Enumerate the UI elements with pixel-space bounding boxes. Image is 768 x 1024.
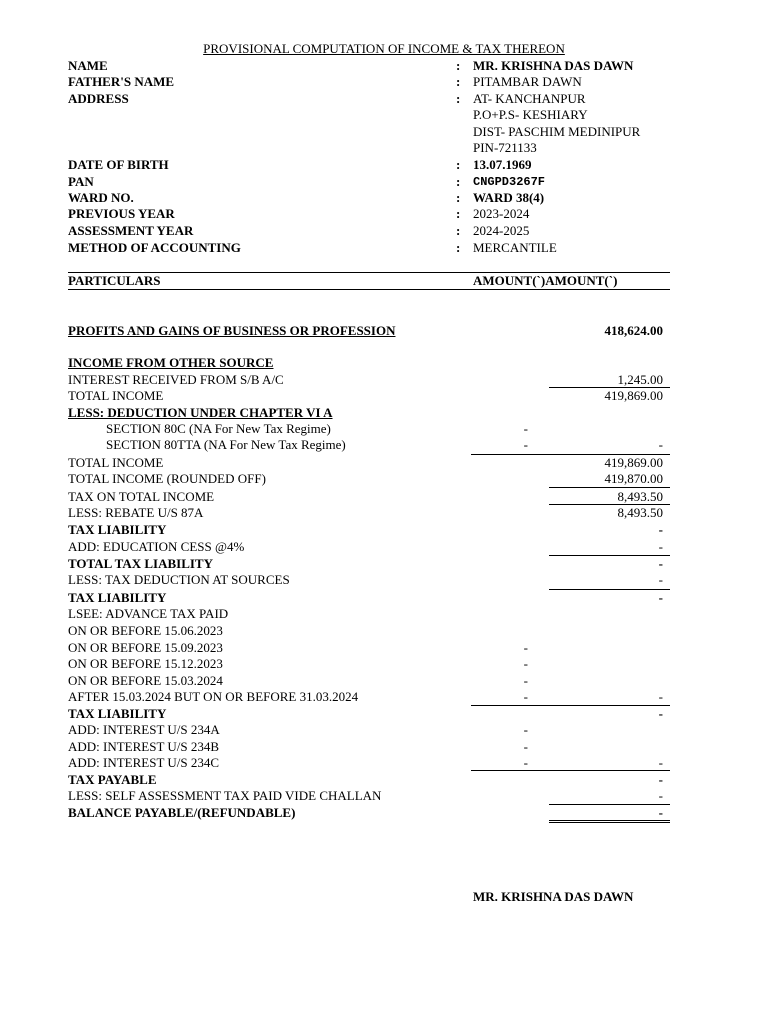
rule-interest [549,387,670,388]
info-separator: : [456,206,461,221]
row-label: LSEE: ADVANCE TAX PAID [68,606,229,621]
info-separator: : [456,91,461,106]
rule-tds [549,589,670,590]
info-separator: : [456,58,461,73]
row-label: TOTAL INCOME [68,455,164,470]
info-label: DATE OF BIRTH [68,157,169,172]
info-value: AT- KANCHANPUR [473,91,586,106]
rule-cess [549,555,670,556]
row-label: ADD: INTEREST U/S 234C [68,755,220,770]
row-label: AFTER 15.03.2024 BUT ON OR BEFORE 31.03.2024 [68,689,359,704]
row-label: LESS: DEDUCTION UNDER CHAPTER VI A [68,405,333,420]
row-label: SECTION 80TTA (NA For New Tax Regime) [106,437,346,452]
amount-col2: 418,624.00 [604,323,663,338]
rule-self-assessment [549,804,670,805]
info-value: 2023-2024 [473,206,530,221]
row-label: ADD: EDUCATION CESS @4% [68,539,245,554]
row-label: INTEREST RECEIVED FROM S/B A/C [68,372,284,387]
rule-balance-double [549,820,670,823]
amount-col2: - [658,805,663,820]
rule-rounded [549,487,670,488]
info-separator: : [456,74,461,89]
rule-interest-234 [471,770,670,771]
row-label: TOTAL INCOME (ROUNDED OFF) [68,471,266,486]
amount-col2: 419,870.00 [604,471,663,486]
amount-col1: - [523,739,528,754]
amount-col1: - [523,421,528,436]
amount-col1: - [523,755,528,770]
info-separator: : [456,223,461,238]
amount-col1: - [523,640,528,655]
info-label: PREVIOUS YEAR [68,206,175,221]
rule-tax [549,504,670,505]
amount-col2: 419,869.00 [604,455,663,470]
amount-col2: - [658,590,663,605]
row-label: PROFITS AND GAINS OF BUSINESS OR PROFESSION [68,323,396,338]
info-value: CNGPD3267F [473,175,546,189]
row-label: LESS: SELF ASSESSMENT TAX PAID VIDE CHALLAN [68,788,382,803]
amount-col2: 419,869.00 [604,388,663,403]
amount-header: AMOUNT(`)AMOUNT(`) [473,273,618,288]
info-label: ASSESSMENT YEAR [68,223,194,238]
info-value: DIST- PASCHIM MEDINIPUR [473,124,641,139]
info-label: ADDRESS [68,91,129,106]
row-label: ON OR BEFORE 15.09.2023 [68,640,223,655]
info-value: WARD 38(4) [473,190,545,205]
row-label: TAX PAYABLE [68,772,157,787]
amount-col2: 1,245.00 [617,372,663,387]
row-label: TAX LIABILITY [68,522,167,537]
amount-col2: - [658,437,663,452]
info-separator: : [456,240,461,255]
info-separator: : [456,174,461,189]
row-label: LESS: TAX DEDUCTION AT SOURCES [68,572,290,587]
info-value: PIN-721133 [473,140,537,155]
amount-col1: - [523,673,528,688]
row-label: INCOME FROM OTHER SOURCE [68,355,274,370]
row-label: TAX LIABILITY [68,706,167,721]
info-value: MR. KRISHNA DAS DAWN [473,58,634,73]
amount-col2: 8,493.50 [617,505,663,520]
amount-col1: - [523,722,528,737]
amount-col2: - [658,689,663,704]
row-label: TOTAL TAX LIABILITY [68,556,213,571]
row-label: TAX ON TOTAL INCOME [68,489,215,504]
info-separator: : [456,190,461,205]
rule-advance [471,705,670,706]
amount-col2: - [658,788,663,803]
info-value: PITAMBAR DAWN [473,74,582,89]
document-title: PROVISIONAL COMPUTATION OF INCOME & TAX THEREON [203,41,565,56]
info-value: MERCANTILE [473,240,557,255]
row-label: SECTION 80C (NA For New Tax Regime) [106,421,331,436]
info-separator: : [456,157,461,172]
row-label: LESS: REBATE U/S 87A [68,505,204,520]
header-bottom-rule [68,289,670,290]
signature-name: MR. KRISHNA DAS DAWN [473,889,634,904]
amount-col2: - [658,556,663,571]
amount-col2: - [658,539,663,554]
info-label: FATHER'S NAME [68,74,175,89]
info-value: P.O+P.S- KESHIARY [473,107,588,122]
particulars-header: PARTICULARS [68,273,161,288]
row-label: BALANCE PAYABLE/(REFUNDABLE) [68,805,296,820]
amount-col2: - [658,772,663,787]
info-label: METHOD OF ACCOUNTING [68,240,241,255]
amount-col2: 8,493.50 [617,489,663,504]
row-label: ON OR BEFORE 15.03.2024 [68,673,223,688]
row-label: ADD: INTEREST U/S 234A [68,722,220,737]
row-label: ON OR BEFORE 15.12.2023 [68,656,223,671]
info-value: 13.07.1969 [473,157,532,172]
amount-col2: - [658,706,663,721]
amount-col2: - [658,522,663,537]
row-label: TOTAL INCOME [68,388,164,403]
info-value: 2024-2025 [473,223,530,238]
info-label: PAN [68,174,94,189]
amount-col2: - [658,755,663,770]
info-label: WARD NO. [68,190,134,205]
row-label: ON OR BEFORE 15.06.2023 [68,623,223,638]
info-label: NAME [68,58,108,73]
amount-col1: - [523,437,528,452]
amount-col2: - [658,572,663,587]
amount-col1: - [523,689,528,704]
rule-deductions [471,454,670,455]
row-label: TAX LIABILITY [68,590,167,605]
row-label: ADD: INTEREST U/S 234B [68,739,220,754]
amount-col1: - [523,656,528,671]
